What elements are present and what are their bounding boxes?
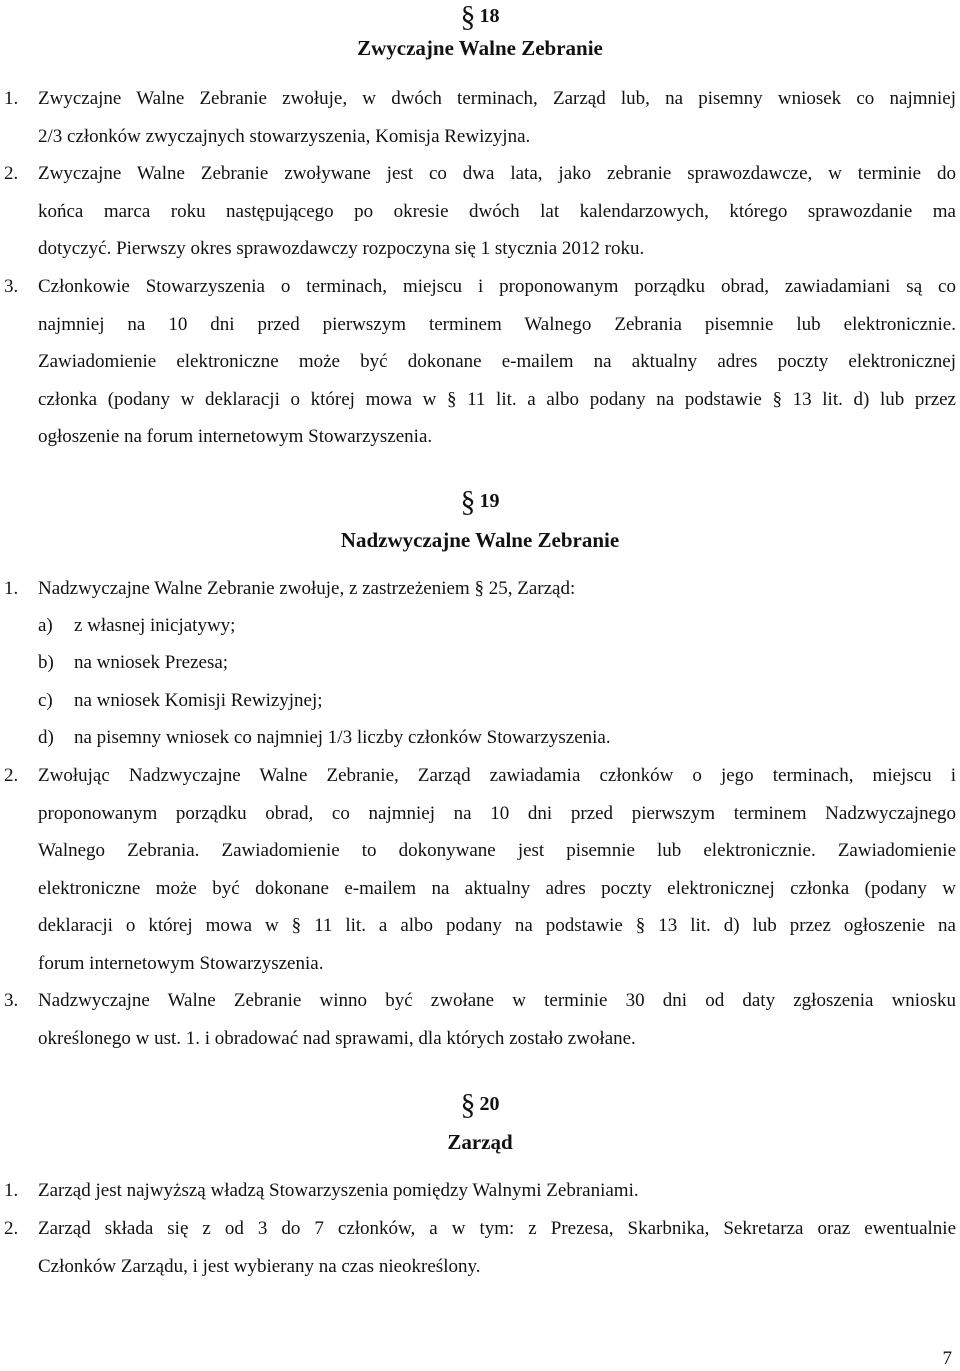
item-number: 2. bbox=[4, 765, 19, 786]
item-text: Zarząd składa się z od 3 do 7 członków, a w tym: z Prezesa, Skarbnika, Sekretarza oraz ewentualnie Członków Zarządu, i jest wybierany na czas nieokreślony. bbox=[38, 1218, 956, 1277]
item-number: 1. bbox=[4, 88, 19, 109]
paragraph-sign: § bbox=[460, 0, 476, 33]
item-text: Zarząd jest najwyższą władzą Stowarzyszenia pomiędzy Walnymi Zebraniami. bbox=[38, 1180, 639, 1201]
item-number: 1. bbox=[4, 1180, 19, 1201]
item-text: Zwyczajne Walne Zebranie zwołuje, w dwóch terminach, Zarząd lub, na pisemny wniosek co najmniej 2/3 członków zwyczajnych stowarzyszenia, Komisja Rewizyjna. bbox=[38, 88, 956, 147]
item-number: 2. bbox=[4, 1218, 19, 1239]
item-text: Zwyczajne Walne Zebranie zwoływane jest co dwa lata, jako zebranie sprawozdawcze, w terminie do końca marca roku następującego po okresie dwóch lat kalendarzowych, którego sprawozdanie ma dotyczyć. Pierwszy okres sprawozdawczy rozpoczyna się 1 stycznia 2012 roku. bbox=[38, 163, 956, 259]
section-title: Zarząd bbox=[447, 1130, 513, 1154]
item-number: 3. bbox=[4, 276, 19, 297]
item-number: 1. bbox=[4, 578, 19, 599]
paragraph-sign: § bbox=[460, 485, 476, 518]
section-number: § 20 bbox=[460, 1088, 500, 1121]
section-title: Nadzwyczajne Walne Zebranie bbox=[340, 528, 620, 552]
section-number: § 18 bbox=[460, 0, 500, 33]
section-number: § 19 bbox=[460, 485, 500, 518]
document-page: § 18 Zwyczajne Walne Zebranie 1. Zwyczajne Walne Zebranie zwołuje, w dwóch terminach, Zarząd lub, na pisemny wniosek co najmniej 2/3 członków zwyczajnych stowarzyszenia, Komisja Rewizyjna. 2. Zwyczajne Walne Zebranie zwoływane jest co dwa lata, jako zebranie sprawozdawcze, w terminie do końca marca roku następującego po okresie dwóch lat kalendarzowych, którego sprawozdanie ma dotyczyć. Pierwszy okres sprawozdawczy rozpoczyna się 1 stycznia 2012 roku. 3. Członkowie Stowarzyszenia o terminach, miejscu i proponowanym porządku obrad, zawiadamiani są co najmniej na 10 dni przed pierwszym terminem Walnego Zebrania pisemnie lub elektronicznie. Zawiadomienie elektroniczne może być dokonane e-mailem na aktualny adres poczty elektronicznej członka (podany w deklaracji o której mowa w § 11 lit. a albo podany na podstawie § 13 lit. d) lub przez ogłoszenie na forum internetowym Stowarzyszenia. § 19 Nadzwyczajne Walne Zebranie 1. Nadzwyczajne Walne Zebranie zwołuje, z zastrzeżeniem § 25, Zarząd: a) z własnej inicjatywy; b) na wniosek Prezesa; c) na wniosek Komisji Rewizyjnej; d) na pisemny wniosek co najmniej 1/3 liczby członków Stowarzyszenia. 2. Zwołując Nadzwyczajne Walne Zebranie, Zarząd zawiadamia członków o jego terminach, miejscu i proponowanym porządku obrad, co najmniej na 10 dni przed pierwszym terminem Nadzwyczajnego Walnego Zebrania. Zawiadomienie to dokonywane jest pisemnie lub elektronicznie. Zawiadomienie elektroniczne może być dokonane e-mailem na aktualny adres poczty elektronicznej członka (podany w deklaracji o której mowa w § 11 lit. a albo podany na podstawie § 13 lit. d) lub przez ogłoszenie na forum internetowym Stowarzyszenia. 3. Nadzwyczajne Walne Zebranie winno być zwołane w terminie 30 dni od daty zgłoszenia wniosku określonego w ust. 1. i obradować nad sprawami, dla których zostało zwołane. § 20 Zarząd 1. Zarząd jest najwyższą władzą Stowarzyszenia pomiędzy Walnymi Zebraniami. 2. Zarząd składa się z od 3 do 7 członków, a w tym: z Prezesa, Skarbnika, Sekretarza oraz ewentualnie Członków Zarządu, i jest wybierany na czas nieokreślony. 7 bbox=[0, 0, 960, 1371]
item-text: Członkowie Stowarzyszenia o terminach, miejscu i proponowanym porządku obrad, zawiadamiani są co najmniej na 10 dni przed pierwszym terminem Walnego Zebrania pisemnie lub elektronicznie. Zawiadomienie elektroniczne może być dokonane e-mailem na aktualny adres poczty elektronicznej członka (podany w deklaracji o której mowa w § 11 lit. a albo podany na podstawie § 13 lit. d) lub przez ogłoszenie na forum internetowym Stowarzyszenia. bbox=[38, 276, 956, 447]
item-number: 2. bbox=[4, 163, 19, 184]
item-text: Zwołując Nadzwyczajne Walne Zebranie, Zarząd zawiadamia członków o jego terminach, miejscu i proponowanym porządku obrad, co najmniej na 10 dni przed pierwszym terminem Nadzwyczajnego Walnego Zebrania. Zawiadomienie to dokonywane jest pisemnie lub elektronicznie. Zawiadomienie elektroniczne może być dokonane e-mailem na aktualny adres poczty elektronicznej członka (podany w deklaracji o której mowa w § 11 lit. a albo podany na podstawie § 13 lit. d) lub przez ogłoszenie na forum internetowym Stowarzyszenia. bbox=[38, 765, 956, 974]
item-number: 3. bbox=[4, 990, 19, 1011]
paragraph-sign: § bbox=[460, 1088, 476, 1121]
item-text: Nadzwyczajne Walne Zebranie zwołuje, z zastrzeżeniem § 25, Zarząd: bbox=[38, 578, 576, 599]
page-number: 7 bbox=[942, 1348, 952, 1369]
item-text: Nadzwyczajne Walne Zebranie winno być zwołane w terminie 30 dni od daty zgłoszenia wniosku określonego w ust. 1. i obradować nad sprawami, dla których zostało zwołane. bbox=[38, 990, 956, 1049]
section-title: Zwyczajne Walne Zebranie bbox=[357, 36, 603, 60]
